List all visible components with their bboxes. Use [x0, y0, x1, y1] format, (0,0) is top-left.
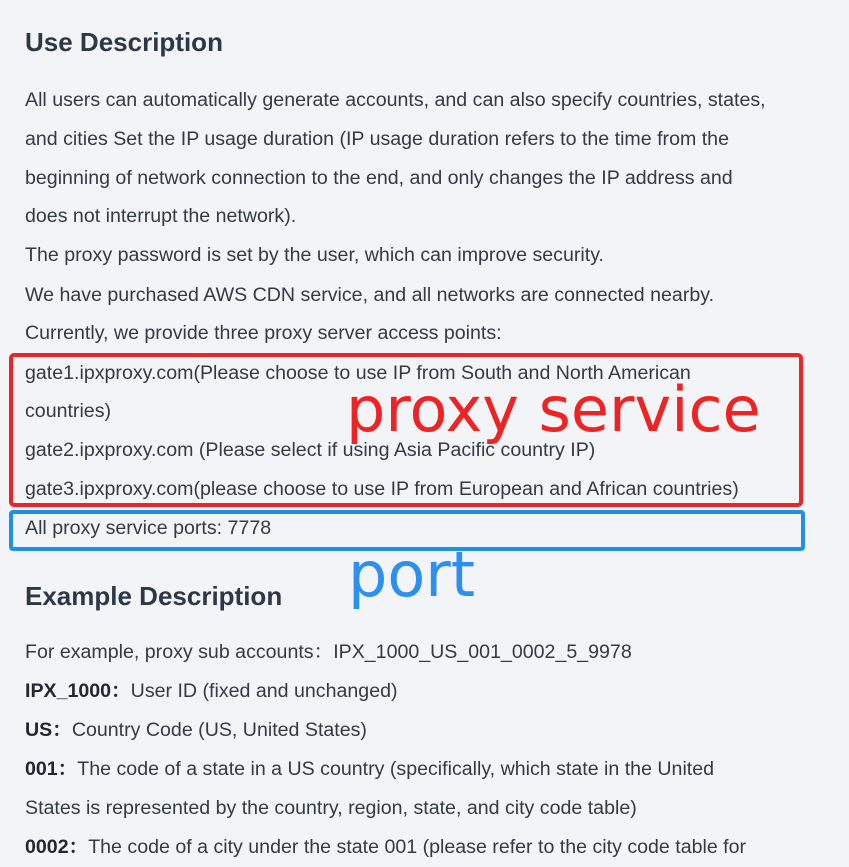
use-line-4: does not interrupt the network).	[25, 205, 297, 227]
gateway-line-1: gate1.ipxproxy.com(Please choose to use IP from South and North American	[25, 362, 691, 384]
example-description-heading: Example Description	[25, 581, 283, 611]
gateway-line-4: gate3.ipxproxy.com(please choose to use IP from European and African countries)	[25, 478, 739, 500]
example-item-key: IPX_1000：	[25, 680, 131, 702]
use-line-6: We have purchased AWS CDN service, and all networks are connected nearby.	[25, 284, 715, 306]
example-item-text: User ID (fixed and unchanged)	[130, 680, 398, 702]
use-description-heading: Use Description	[25, 27, 223, 57]
example-intro: For example, proxy sub accounts：IPX_1000_US_001_0002_5_9978	[25, 641, 632, 663]
example-item-2	[25, 711, 367, 750]
proxy-service-annotation: proxy service	[346, 373, 761, 446]
use-line-3: beginning of network connection to the end, and only changes the IP address and	[25, 167, 733, 189]
use-line-2: and cities Set the IP usage duration (IP usage duration refers to the time from the	[25, 128, 729, 150]
gateway-line-3: gate2.ipxproxy.com (Please select if using Asia Pacific country IP)	[25, 439, 596, 461]
use-line-5: The proxy password is set by the user, which can improve security.	[25, 244, 604, 266]
example-item-5	[25, 828, 746, 867]
example-item-text: States is represented by the country, region, state, and city code table)	[25, 797, 637, 819]
example-item-key: US：	[25, 719, 72, 741]
use-line-7: Currently, we provide three proxy server access points:	[25, 322, 502, 344]
example-item-3	[25, 750, 714, 789]
example-item-text: The code of a state in a US country (specifically, which state in the United	[77, 758, 715, 780]
example-item-1	[25, 672, 398, 711]
gateway-line-2: countries)	[25, 400, 112, 422]
example-item-4	[25, 789, 637, 828]
example-item-text: The code of a city under the state 001 (please refer to the city code table for	[88, 836, 747, 858]
example-item-key: 0002：	[25, 836, 89, 858]
example-item-key: 001：	[25, 758, 78, 780]
port-annotation: port	[348, 538, 476, 611]
use-line-1: All users can automatically generate accounts, and can also specify countries, states,	[25, 89, 766, 111]
ports-line: All proxy service ports: 7778	[25, 517, 272, 539]
example-item-text: Country Code (US, United States)	[71, 719, 367, 741]
